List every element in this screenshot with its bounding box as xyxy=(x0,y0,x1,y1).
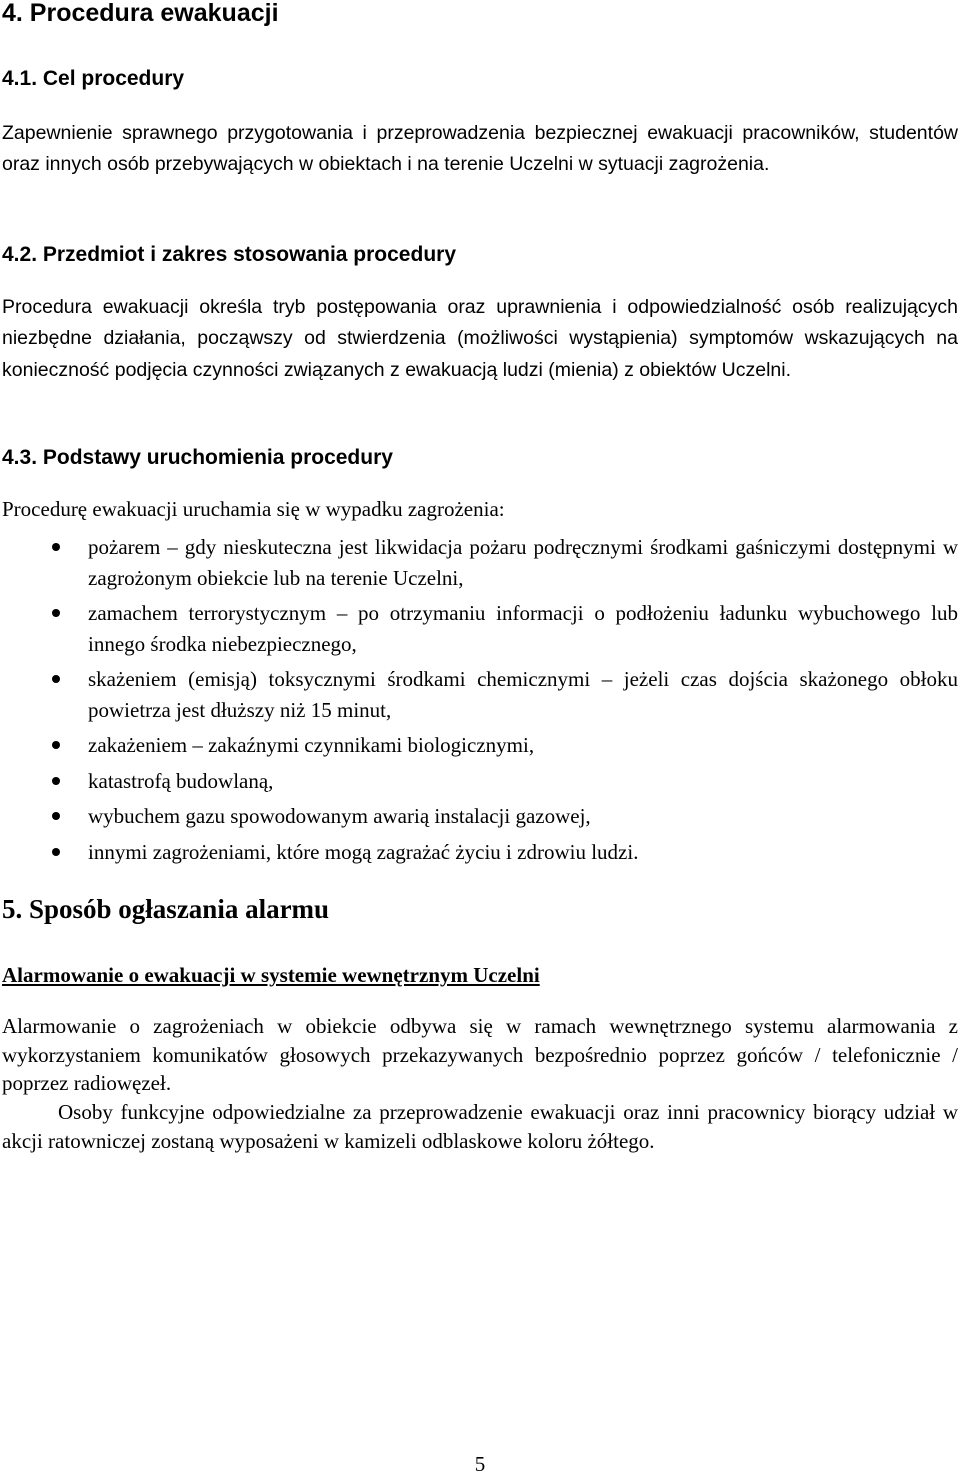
threat-list xyxy=(50,532,958,867)
list-item: wybuchem gazu spowodowanym awarią instalacji gazowej, xyxy=(50,801,958,832)
bullet-icon xyxy=(52,741,60,749)
list-item: katastrofą budowlaną, xyxy=(50,766,958,797)
bullet-icon xyxy=(52,777,60,785)
section-4-2-text: Procedura ewakuacji określa tryb postępowania oraz uprawnienia i odpowiedzialność osób realizujących niezbędne działania, począwszy od stwierdzenia (możliwości wystąpienia) symptomów wskazujących na konieczność podjęcia czynności związanych z ewakuacją ludzi (mienia) z obiektów Uczelni. xyxy=(2,296,958,381)
section-4-title: 4. Procedura ewakuacji xyxy=(2,0,279,27)
list-item: innymi zagrożeniami, które mogą zagrażać życiu i zdrowiu ludzi. xyxy=(50,837,958,868)
list-item: pożarem – gdy nieskuteczna jest likwidacja pożaru podręcznymi środkami gaśniczymi dostępnymi w zagrożonym obiekcie lub na terenie Uczelni, xyxy=(50,532,958,593)
bullet-icon xyxy=(52,675,60,683)
bullet-icon xyxy=(52,848,60,856)
section-4-1-heading: 4.1. Cel procedury xyxy=(2,67,185,90)
list-item: skażeniem (emisją) toksycznymi środkami chemicznymi – jeżeli czas dojścia skażonego obłoku powietrza jest dłuższy niż 15 minut, xyxy=(50,664,958,725)
section-5-paragraph-1: Alarmowanie o zagrożeniach w obiekcie odbywa się w ramach wewnętrznego systemu alarmowania z wykorzystaniem komunikatów głosowych przekazywanych bezpośrednio poprzez gońców / telefonicznie / poprzez radiowęzeł. xyxy=(2,1014,958,1096)
section-5-subheading: Alarmowanie o ewakuacji w systemie wewnętrznym Uczelni xyxy=(2,963,540,987)
section-4-3-heading: 4.3. Podstawy uruchomienia procedury xyxy=(2,446,393,469)
page-number: 5 xyxy=(474,1452,486,1476)
list-item: zakażeniem – zakaźnymi czynnikami biologicznymi, xyxy=(50,730,958,761)
section-4-1-text: Zapewnienie sprawnego przygotowania i przeprowadzenia bezpiecznej ewakuacji pracowników, studentów oraz innych osób przebywających w obiektach i na terenie Uczelni w sytuacji zagrożenia. xyxy=(2,122,958,176)
bullet-icon xyxy=(52,609,60,617)
section-5-title: 5. Sposób ogłaszania alarmu xyxy=(2,894,330,924)
section-4-3-intro: Procedurę ewakuacji uruchamia się w wypadku zagrożenia: xyxy=(2,497,505,521)
list-item: zamachem terrorystycznym – po otrzymaniu informacji o podłożeniu ładunku wybuchowego lub innego środka niebezpiecznego, xyxy=(50,598,958,659)
bullet-icon xyxy=(52,543,60,551)
bullet-icon xyxy=(52,812,60,820)
section-4-2-heading: 4.2. Przedmiot i zakres stosowania procedury xyxy=(2,243,456,266)
section-5-paragraph-2: Osoby funkcyjne odpowiedzialne za przeprowadzenie ewakuacji oraz inni pracownicy biorący udział w akcji ratowniczej zostaną wyposażeni w kamizeli odblaskowe koloru żółtego. xyxy=(2,1100,958,1153)
